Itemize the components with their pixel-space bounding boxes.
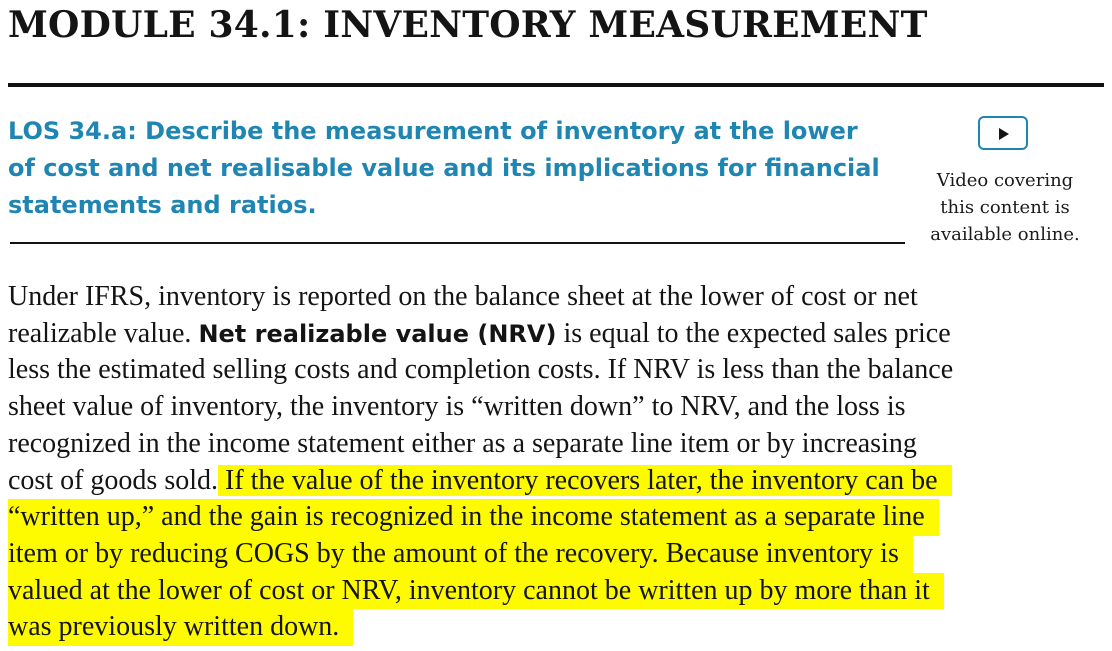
paragraph-line: recognized in the income statement either as a separate line item or by increasing <box>8 427 917 459</box>
paragraph-text: cost of goods sold. <box>8 464 218 496</box>
paragraph-text: is equal to the expected sales price <box>556 317 951 349</box>
paragraph-line: sheet value of inventory, the inventory is “written down” to NRV, and the loss is <box>8 391 906 423</box>
paragraph-line <box>8 536 1106 573</box>
paragraph-line <box>8 316 1106 353</box>
paragraph-line <box>8 609 1106 646</box>
paragraph-text: realizable value. <box>8 317 199 349</box>
video-caption-line: available online. <box>930 224 1080 245</box>
video-play-button[interactable] <box>978 116 1028 150</box>
los-heading-line: statements and ratios. <box>8 191 317 219</box>
los-heading-line: LOS 34.a: Describe the measurement of inventory at the lower <box>8 117 858 145</box>
highlighted-text: If the value of the inventory recovers later, the inventory can be <box>218 465 952 496</box>
highlighted-text: valued at the lower of cost or NRV, inventory cannot be written up by more than it <box>8 573 944 610</box>
term-nrv: Net realizable value (NRV) <box>198 319 557 348</box>
highlighted-text: “written up,” and the gain is recognized in the income statement as a separate line <box>8 499 939 536</box>
video-caption-line: this content is <box>940 197 1070 218</box>
paragraph-line: Under IFRS, inventory is reported on the balance sheet at the lower of cost or net <box>8 281 918 312</box>
paragraph-line: less the estimated selling costs and completion costs. If NRV is less than the balance <box>8 354 954 386</box>
body-paragraph <box>8 279 1106 646</box>
los-heading-line: of cost and net realisable value and its implications for financial <box>8 154 880 182</box>
play-icon <box>999 128 1009 140</box>
highlighted-text: was previously written down. <box>8 609 353 646</box>
paragraph-line <box>8 463 1106 500</box>
paragraph-line <box>8 499 1106 536</box>
video-callout <box>912 112 1098 252</box>
title-divider <box>8 83 1104 87</box>
video-caption-line: Video covering <box>936 170 1074 191</box>
highlighted-text: item or by reducing COGS by the amount of the recovery. Because inventory is <box>8 536 913 573</box>
video-caption <box>912 167 1098 248</box>
los-heading <box>8 113 908 224</box>
los-divider <box>10 242 905 244</box>
module-title: MODULE 34.1: INVENTORY MEASUREMENT <box>8 4 928 46</box>
paragraph-line <box>8 573 1106 610</box>
